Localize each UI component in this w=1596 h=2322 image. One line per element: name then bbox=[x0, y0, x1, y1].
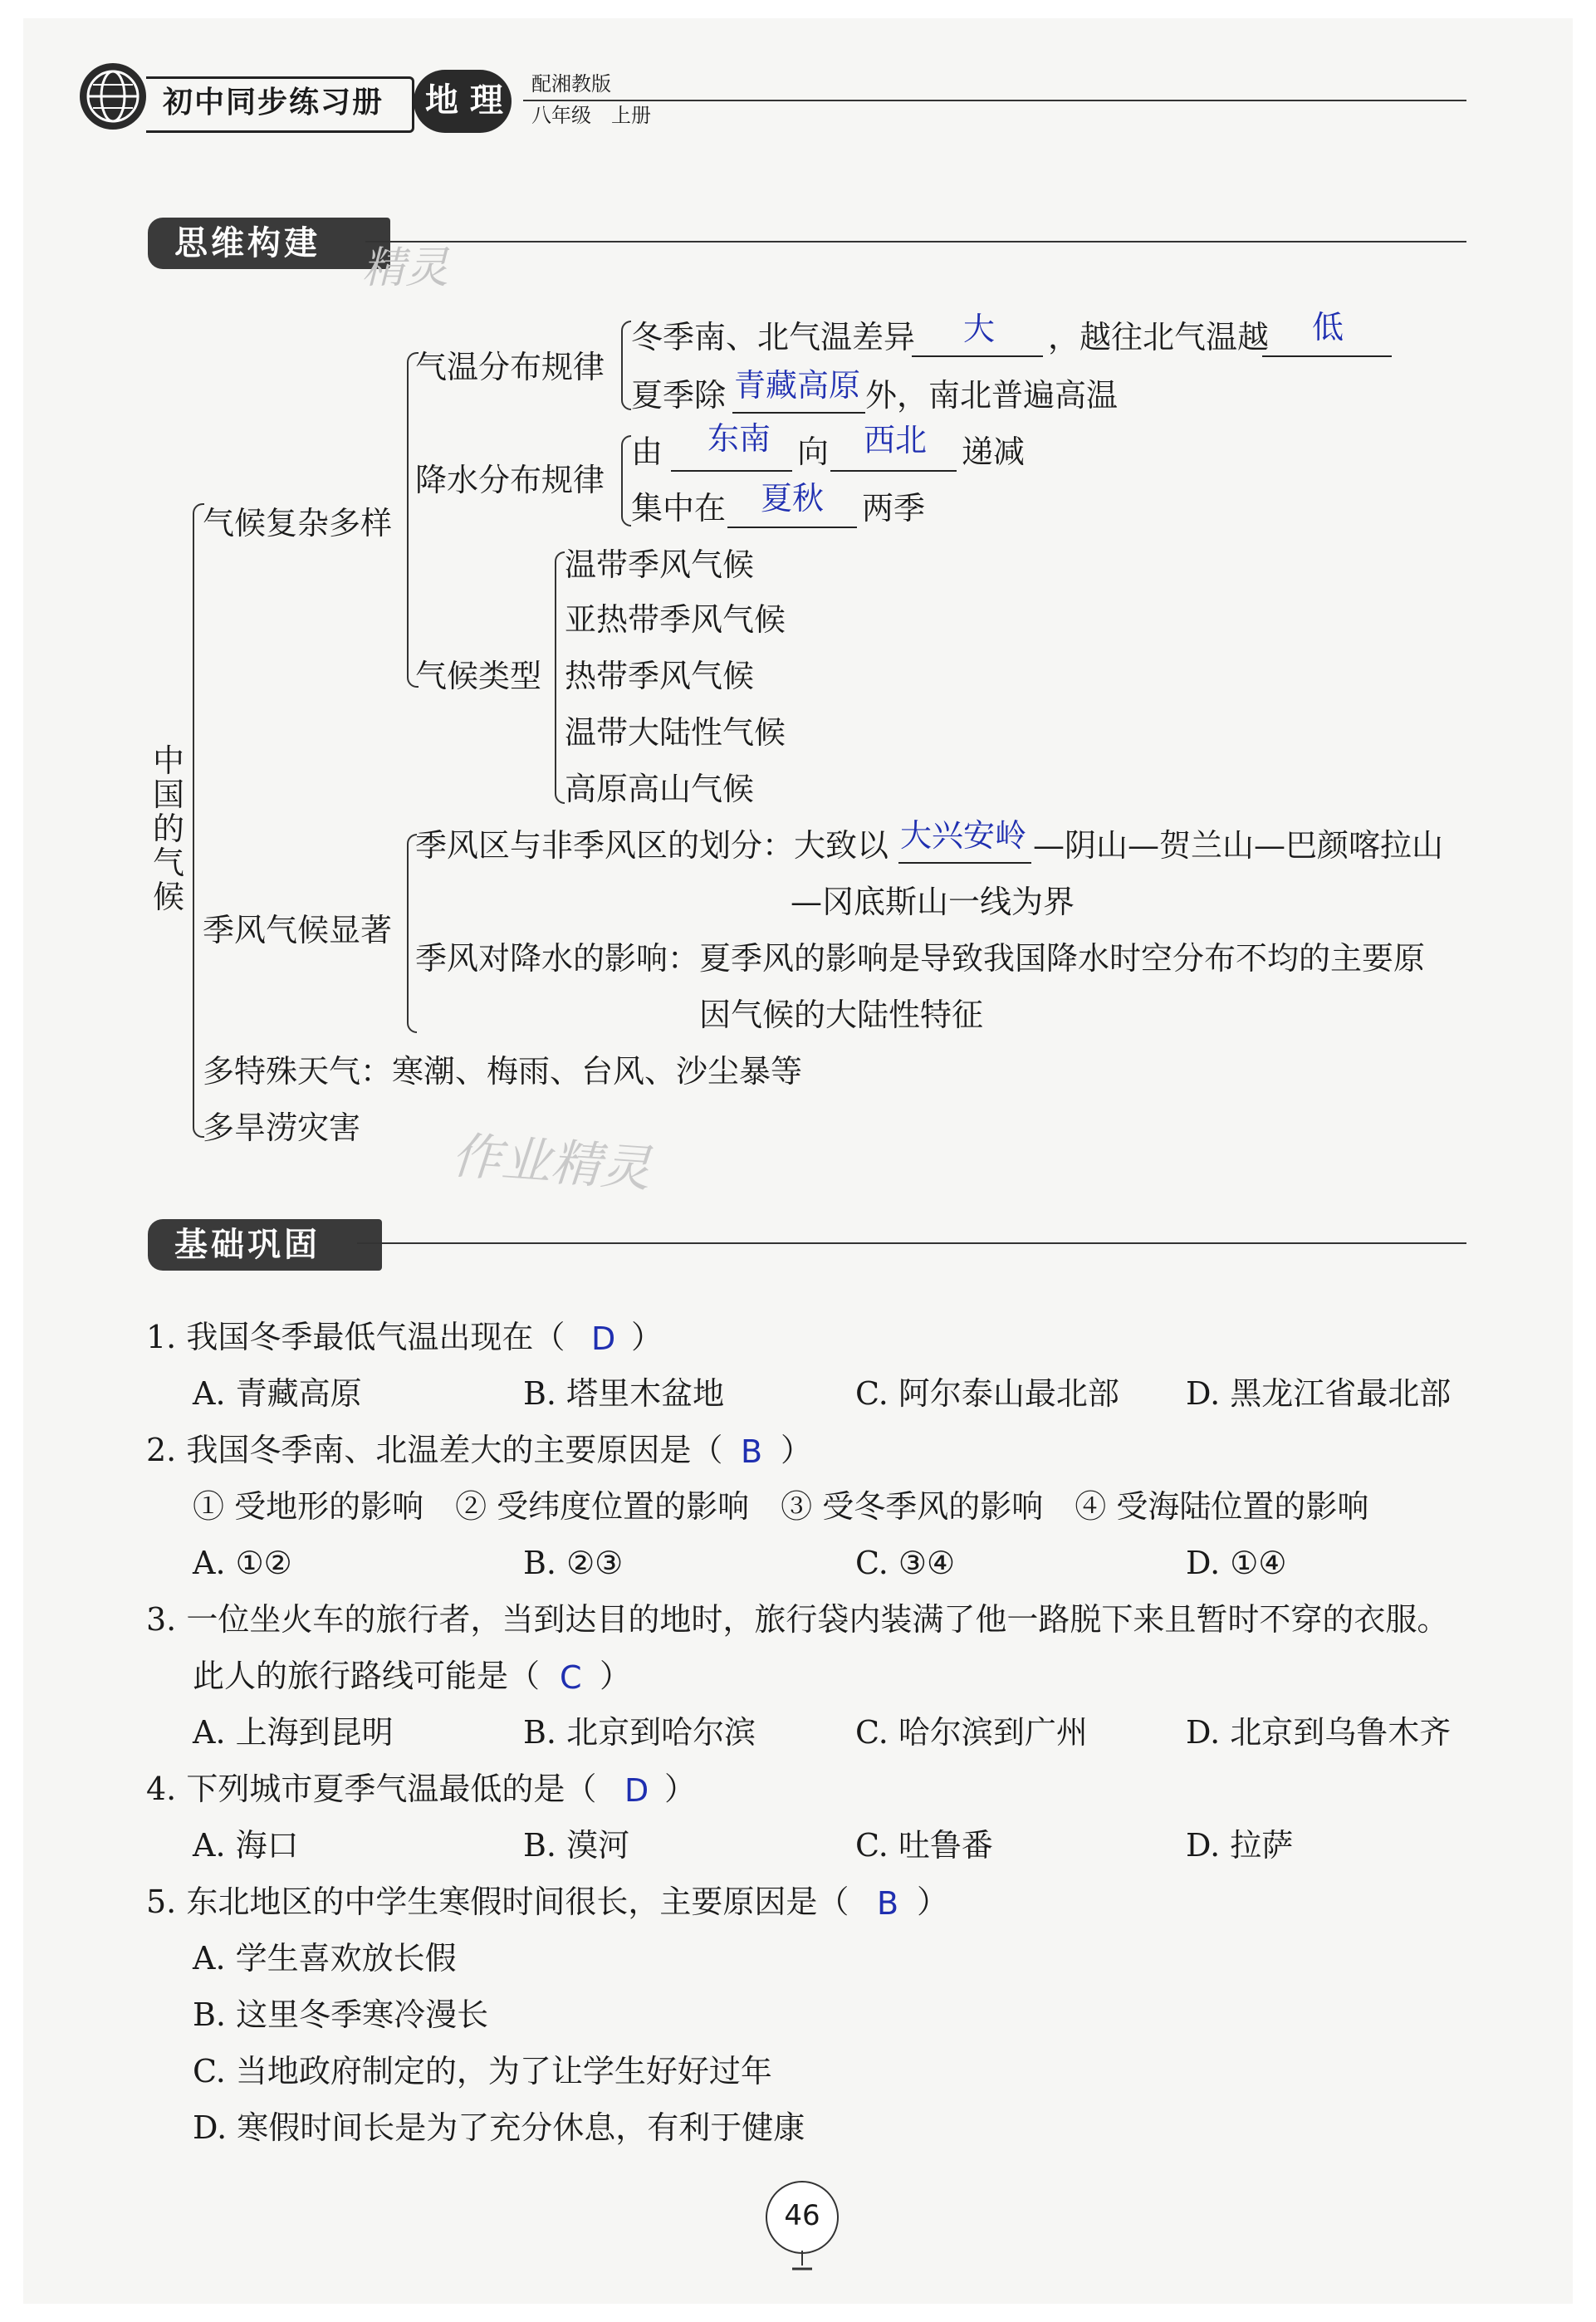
option: A. 学生喜欢放长假 bbox=[193, 1940, 457, 1977]
branch-monsoon: 季风气候显著 bbox=[203, 912, 393, 948]
monsoon-division-b: —阴山—贺兰山—巴颜喀拉山 bbox=[1033, 827, 1444, 864]
climate-type-item: 高原高山气候 bbox=[565, 771, 755, 807]
branch-disasters: 多旱涝灾害 bbox=[203, 1110, 361, 1146]
option: D. 拉萨 bbox=[1186, 1827, 1294, 1864]
answer-blank bbox=[727, 527, 857, 528]
option: B. 这里冬季寒冷漫长 bbox=[193, 1996, 489, 2033]
watermark: 精灵 bbox=[362, 243, 449, 293]
question-stem: 4. 下列城市夏季气温最低的是（ bbox=[146, 1771, 597, 1807]
climate-types-label: 气候类型 bbox=[415, 658, 542, 694]
rain-line2-text-b: 两季 bbox=[862, 490, 926, 527]
climate-type-item: 热带季风气候 bbox=[565, 658, 755, 694]
section-title-mindmap: 思维构建 bbox=[148, 218, 390, 269]
monsoon-effect-b: 因气候的大陆性特征 bbox=[699, 997, 984, 1033]
series-title: 初中同步练习册 bbox=[163, 85, 384, 120]
question-close: ） bbox=[781, 1432, 813, 1468]
question-stem: 2. 我国冬季南、北温差大的主要原因是（ bbox=[146, 1432, 723, 1468]
question-answer: B bbox=[877, 1885, 899, 1922]
rain-line1-text-a: 由 bbox=[631, 434, 663, 470]
question-stem: 3. 一位坐火车的旅行者，当到达目的地时，旅行袋内装满了他一路脱下来且暂时不穿的衣服。 bbox=[146, 1601, 1449, 1638]
option: D. 黑龙江省最北部 bbox=[1186, 1375, 1452, 1412]
question-answer: D bbox=[624, 1772, 649, 1809]
question-stem: 5. 东北地区的中学生寒假时间很长，主要原因是（ bbox=[146, 1884, 849, 1920]
answer-temp-diff: 大 bbox=[963, 311, 996, 347]
section-rule bbox=[357, 1242, 1466, 1244]
answer-blank bbox=[732, 412, 865, 414]
globe-stand-icon bbox=[786, 2251, 819, 2272]
rain-rule-brace bbox=[621, 435, 631, 527]
question-answer: D bbox=[591, 1320, 616, 1357]
branch1-brace bbox=[407, 352, 419, 688]
climate-types-brace bbox=[555, 551, 565, 804]
climate-type-item: 温带大陆性气候 bbox=[565, 714, 786, 751]
climate-type-item: 温带季风气候 bbox=[565, 546, 755, 583]
climate-type-item: 亚热带季风气候 bbox=[565, 601, 786, 638]
answer-blank bbox=[1262, 355, 1392, 357]
question-answer: C bbox=[560, 1659, 582, 1696]
option: D. 寒假时间长是为了充分休息，有利于健康 bbox=[193, 2109, 805, 2146]
watermark: 作业精灵 bbox=[449, 1126, 653, 1199]
answer-blank bbox=[912, 355, 1043, 357]
rain-line1-text-c: 递减 bbox=[962, 434, 1026, 470]
answer-rain-from: 东南 bbox=[707, 420, 771, 457]
answer-rain-to: 西北 bbox=[864, 422, 928, 458]
option: B. 漠河 bbox=[523, 1827, 630, 1864]
option: A. 青藏高原 bbox=[193, 1375, 362, 1412]
mindmap-root: 中国的气候 bbox=[153, 742, 185, 915]
option: C. 吐鲁番 bbox=[855, 1827, 993, 1864]
answer-summer-exception: 青藏高原 bbox=[734, 367, 861, 404]
monsoon-division-c: —冈底斯山一线为界 bbox=[791, 884, 1075, 920]
subject-title: 地 理 bbox=[425, 81, 503, 120]
option: C. 哈尔滨到广州 bbox=[855, 1714, 1088, 1751]
answer-rain-season: 夏秋 bbox=[761, 480, 825, 517]
question-close: ） bbox=[631, 1319, 663, 1355]
section-rule bbox=[365, 241, 1466, 242]
question-close: ） bbox=[664, 1771, 697, 1807]
question-statements: ① 受地形的影响 ② 受纬度位置的影响 ③ 受冬季风的影响 ④ 受海陆位置的影响 bbox=[193, 1488, 1369, 1525]
edition-label: 配湘教版 bbox=[531, 72, 611, 96]
option: B. 塔里木盆地 bbox=[523, 1375, 725, 1412]
answer-blank bbox=[830, 470, 957, 472]
section-title-basics: 基础巩固 bbox=[148, 1219, 382, 1271]
monsoon-division-a: 季风区与非季风区的划分：大致以 bbox=[415, 827, 889, 864]
answer-blank bbox=[898, 862, 1031, 864]
answer-temp-north: 低 bbox=[1312, 309, 1344, 345]
grade-label: 八年级 上册 bbox=[531, 104, 651, 127]
question-answer: B bbox=[741, 1433, 763, 1470]
temp-line1-text-a: 冬季南、北气温差异 bbox=[631, 319, 916, 355]
option: A. 上海到昆明 bbox=[193, 1714, 394, 1751]
option: A. ①② bbox=[193, 1545, 292, 1581]
option: C. 阿尔泰山最北部 bbox=[855, 1375, 1119, 1412]
option: C. 当地政府制定的，为了让学生好好过年 bbox=[193, 2053, 772, 2089]
temp-line2-text-a: 夏季除 bbox=[631, 377, 727, 414]
answer-blank bbox=[671, 470, 792, 472]
question-close: ） bbox=[917, 1884, 949, 1920]
page-number: 46 bbox=[784, 2199, 820, 2232]
branch-special-weather: 多特殊天气：寒潮、梅雨、台风、沙尘暴等 bbox=[203, 1053, 803, 1090]
branch-climate-diverse: 气候复杂多样 bbox=[203, 505, 393, 541]
question-stem: 1. 我国冬季最低气温出现在（ bbox=[146, 1319, 565, 1355]
rain-line2-text-a: 集中在 bbox=[631, 490, 727, 527]
answer-monsoon-boundary: 大兴安岭 bbox=[900, 817, 1027, 854]
question-stem-cont: 此人的旅行路线可能是（ bbox=[193, 1658, 541, 1694]
root-brace bbox=[193, 503, 204, 1138]
rain-rule-label: 降水分布规律 bbox=[415, 462, 605, 498]
option: A. 海口 bbox=[193, 1827, 299, 1864]
monsoon-effect-a: 季风对降水的影响：夏季风的影响是导致我国降水时空分布不均的主要原 bbox=[415, 940, 1426, 977]
question-close: ） bbox=[600, 1658, 632, 1694]
option: D. 北京到乌鲁木齐 bbox=[1186, 1714, 1452, 1751]
option: D. ①④ bbox=[1186, 1545, 1287, 1581]
temp-line2-text-b: 外，南北普遍高温 bbox=[865, 377, 1119, 414]
temp-line1-text-b: ，越往北气温越 bbox=[1048, 319, 1270, 355]
option: B. 北京到哈尔滨 bbox=[523, 1714, 756, 1751]
rain-line1-text-b: 向 bbox=[797, 434, 830, 470]
option: B. ②③ bbox=[523, 1545, 624, 1581]
temp-rule-brace bbox=[621, 321, 631, 410]
globe-logo-icon bbox=[76, 60, 149, 133]
option: C. ③④ bbox=[855, 1545, 956, 1581]
header-rule bbox=[523, 100, 1466, 101]
temp-rule-label: 气温分布规律 bbox=[415, 349, 605, 385]
